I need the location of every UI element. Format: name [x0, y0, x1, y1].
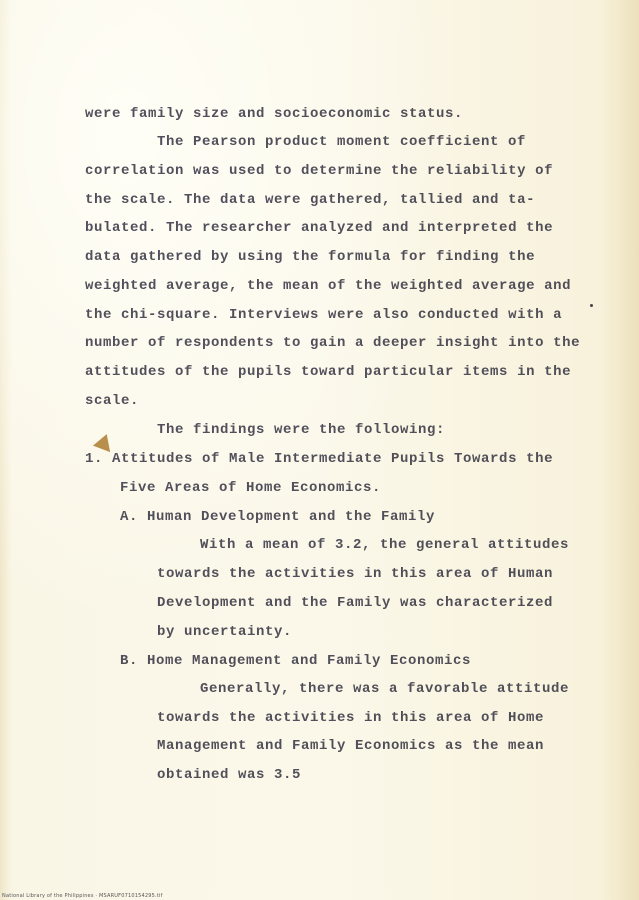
archive-footer: National Library of the Philippines · MSARUF0710154295.tif: [2, 893, 163, 899]
subsection-heading: B. Home Management and Family Economics: [120, 653, 472, 669]
ink-speck: [590, 304, 593, 307]
text-line: obtained was 3.5: [157, 767, 302, 783]
text-line: bulated. The researcher analyzed and interpreted the: [85, 220, 554, 236]
text-line: Development and the Family was characterized: [157, 595, 554, 611]
subsection-heading: A. Human Development and the Family: [120, 509, 436, 525]
text-line: weighted average, the mean of the weighted average and: [85, 278, 572, 294]
text-line: were family size and socioeconomic status.: [85, 106, 464, 122]
text-line: towards the activities in this area of Home: [157, 710, 545, 726]
text-line: number of respondents to gain a deeper insight into the: [85, 335, 581, 351]
text-line: Management and Family Economics as the mean: [157, 738, 545, 754]
finding-heading-cont: Five Areas of Home Economics.: [120, 480, 382, 496]
text-line: towards the activities in this area of Human: [157, 566, 554, 582]
text-line: data gathered by using the formula for finding the: [85, 249, 536, 265]
text-line: With a mean of 3.2, the general attitudes: [200, 537, 570, 553]
text-line: the scale. The data were gathered, tallied and ta-: [85, 192, 536, 208]
text-line: The Pearson product moment coefficient of: [157, 134, 527, 150]
text-line: by uncertainty.: [157, 624, 293, 640]
text-line: The findings were the following:: [157, 422, 446, 438]
text-line: scale.: [85, 393, 140, 409]
text-line: Generally, there was a favorable attitude: [200, 681, 570, 697]
text-line: correlation was used to determine the reliability of: [85, 163, 554, 179]
text-line: attitudes of the pupils toward particular items in the: [85, 364, 572, 380]
finding-heading: 1. Attitudes of Male Intermediate Pupils Towards the: [85, 451, 554, 467]
text-line: the chi-square. Interviews were also conducted with a: [85, 307, 563, 323]
